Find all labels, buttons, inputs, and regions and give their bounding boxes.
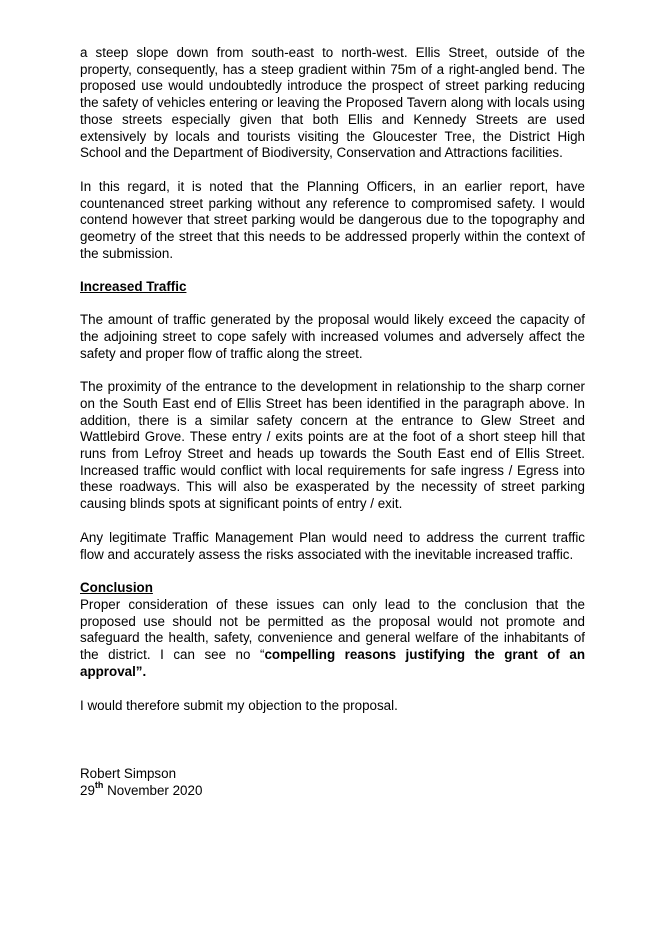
signature-name: Robert Simpson: [80, 766, 177, 782]
signature-date-day: 29: [80, 782, 95, 798]
paragraph-conclusion: [80, 597, 585, 681]
conclusion-text: Proper consideration of these issues can only lead to the conclusion that the proposed use should not be permitted as the proposal would not promote and safeguard the health, safety, convenience and general welfare of the inhabitants of the district. I can see no “: [80, 596, 585, 663]
heading-conclusion: Conclusion: [80, 580, 153, 596]
paragraph-traffic-management: Any legitimate Traffic Management Plan would need to address the current traffic flow and accurately assess the risks associated with the inevitable increased traffic.: [80, 529, 585, 562]
paragraph-objection: I would therefore submit my objection to the proposal.: [80, 697, 398, 713]
paragraph-street-parking: In this regard, it is noted that the Planning Officers, in an earlier report, have countenanced street parking without any reference to compromised safety. I would contend however that street parking would be dangerous due to the topography and geometry of the street that this needs to be addressed properly within the context of the submission.: [80, 178, 585, 261]
signature-date: [80, 780, 585, 800]
paragraph-entrance-proximity: The proximity of the entrance to the development in relationship to the sharp corner on the South East end of Ellis Street has been identified in the paragraph above. In addition, there is a similar safety concern at the entrance to Glew Street and Wattlebird Grove. These entry / exits points are at the foot of a short steep hill that runs from Lefroy Street and heads up towards the South East end of Ellis Street. Increased traffic would conflict with local requirements for safe ingress / Egress into these roadways. This will also be exasperated by the necessity of street parking causing blinds spots at significant points of entry / exit.: [80, 379, 585, 512]
signature-block: [80, 766, 585, 799]
paragraph-street-gradient: a steep slope down from south-east to north-west. Ellis Street, outside of the property, consequently, has a steep gradient within 75m of a right-angled bend. The proposed use would undoubtedly introduce the prospect of street parking reducing the safety of vehicles entering or leaving the Proposed Tavern along with locals using those streets especially given that both Ellis and Kennedy Streets are used extensively by locals and tourists visiting the Gloucester Tree, the District High School and the Department of Biodiversity, Conservation and Attractions facilities.: [80, 45, 585, 161]
document-page: [80, 45, 585, 800]
paragraph-traffic-capacity: The amount of traffic generated by the proposal would likely exceed the capacity of the adjoining street to cope safely with increased volumes and adversely affect the safety and proper flow of traffic along the street.: [80, 312, 585, 361]
heading-increased-traffic: Increased Traffic: [80, 279, 187, 295]
signature-date-rest: November 2020: [103, 782, 203, 798]
conclusion-bold-quote: compelling reasons justifying the grant of an approval”.: [80, 647, 585, 679]
signature-date-suffix: th: [94, 780, 104, 791]
